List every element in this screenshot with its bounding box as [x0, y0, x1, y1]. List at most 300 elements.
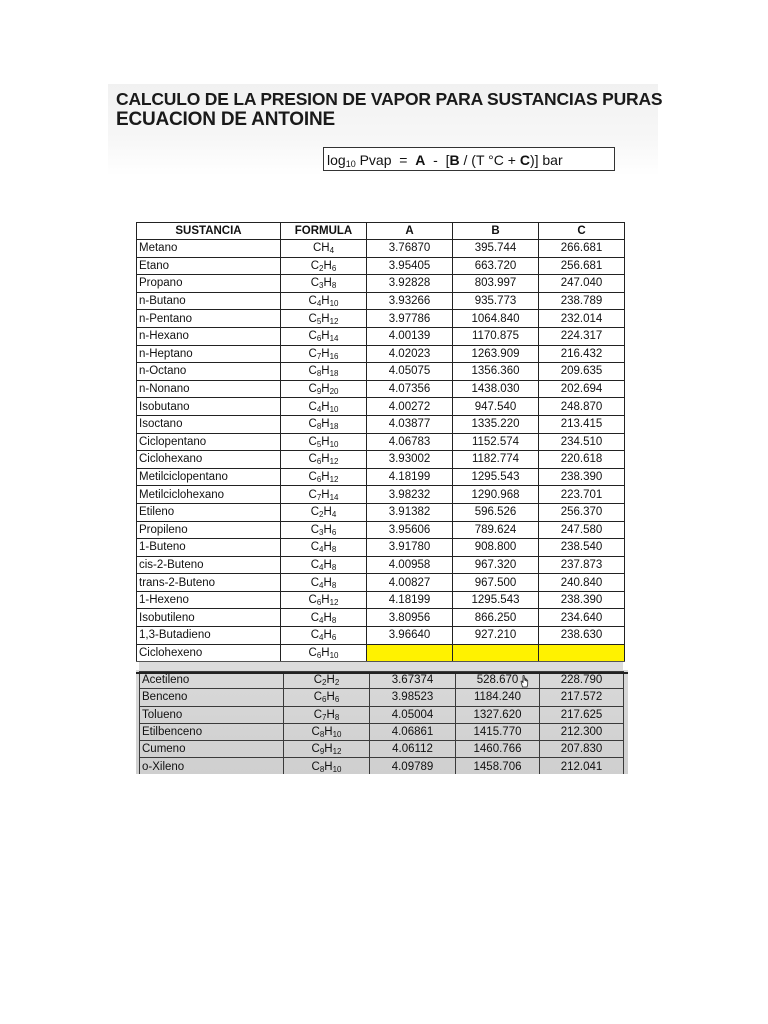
formula-subscript: 3 [319, 527, 324, 537]
value-b: 596.526 [453, 503, 539, 521]
formula-element: H [323, 558, 332, 571]
value-b: 1152.574 [453, 433, 539, 451]
formula-element: H [324, 726, 333, 739]
substance-name: Cumeno [140, 741, 284, 758]
value-b: 1460.766 [456, 741, 540, 758]
substance-name: n-Hexano [137, 327, 281, 345]
table-row [137, 644, 625, 662]
equation-coef-b: B [449, 152, 460, 168]
formula-subscript: 6 [322, 695, 327, 705]
formula-element: C [308, 488, 317, 501]
formula-subscript: 8 [334, 712, 340, 722]
substance-name: Benceno [140, 689, 284, 706]
formula-subscript: 12 [329, 598, 339, 608]
formula-subscript: 6 [334, 695, 340, 705]
formula-subscript: 20 [329, 387, 339, 397]
formula-subscript: 10 [332, 730, 342, 740]
table-row [137, 345, 625, 363]
column-header-sustancia: SUSTANCIA [137, 223, 281, 240]
formula-subscript: 10 [329, 439, 339, 449]
value-c: 238.630 [539, 627, 625, 645]
value-c: 237.873 [539, 556, 625, 574]
formula-subscript: 4 [331, 510, 337, 520]
value-a: 3.92828 [367, 275, 453, 293]
formula-subscript: 8 [316, 422, 322, 432]
value-a: 4.00958 [367, 556, 453, 574]
formula-subscript: 6 [331, 527, 337, 537]
value-c: 212.300 [540, 723, 624, 740]
formula-cell [281, 521, 367, 539]
substance-name: Metano [137, 240, 281, 258]
formula-element: C [312, 242, 322, 255]
formula-element: C [313, 674, 323, 687]
lower-table-top-rule [136, 672, 628, 674]
formula-subscript: 12 [329, 457, 339, 467]
value-c: 238.390 [539, 591, 625, 609]
formula-element: H [321, 383, 330, 396]
substance-name: n-Butano [137, 292, 281, 310]
table-row [137, 451, 625, 469]
formula-element: C [311, 743, 320, 756]
formula-element: C [313, 691, 323, 704]
value-c [539, 644, 625, 662]
formula-subscript: 2 [322, 678, 327, 688]
formula-subscript: 8 [331, 545, 337, 555]
table-row [137, 380, 625, 398]
value-a: 4.07356 [367, 380, 453, 398]
formula-cell [281, 398, 367, 416]
value-a: 3.95606 [367, 521, 453, 539]
formula-element: H [323, 629, 332, 642]
column-header-b: B [453, 223, 539, 240]
value-a: 4.00139 [367, 327, 453, 345]
formula-cell [281, 240, 367, 258]
formula-element: C [308, 400, 317, 413]
value-b: 1335.220 [453, 415, 539, 433]
formula-subscript: 8 [319, 764, 325, 774]
value-a: 3.93002 [367, 451, 453, 469]
table-row [137, 292, 625, 310]
column-header-a: A [367, 223, 453, 240]
formula-cell [281, 415, 367, 433]
mouse-cursor-icon [519, 674, 529, 688]
antoine-constants-table-lower [139, 671, 624, 774]
value-b: 1327.620 [456, 706, 540, 723]
table-row [137, 275, 625, 293]
formula-subscript: 7 [316, 351, 322, 361]
formula-element: C [308, 383, 317, 396]
formula-subscript: 2 [334, 678, 340, 688]
value-b: 1356.360 [453, 363, 539, 381]
formula-subscript: 4 [319, 580, 324, 590]
antoine-equation-box [323, 147, 615, 171]
value-b: 967.500 [453, 574, 539, 592]
value-b: 927.210 [453, 627, 539, 645]
value-c: 223.701 [539, 486, 625, 504]
formula-cell [281, 644, 367, 662]
value-b: 908.800 [453, 539, 539, 557]
formula-subscript: 6 [331, 263, 337, 273]
value-b: 1170.875 [453, 327, 539, 345]
value-c: 238.789 [539, 292, 625, 310]
formula-subscript: 5 [316, 439, 322, 449]
formula-subscript: 9 [319, 747, 325, 757]
value-a: 4.02023 [367, 345, 453, 363]
value-a: 3.93266 [367, 292, 453, 310]
formula-cell [281, 591, 367, 609]
value-c: 207.830 [540, 741, 624, 758]
formula-subscript: 6 [316, 650, 322, 660]
formula-element: H [321, 471, 330, 484]
formula-cell [281, 539, 367, 557]
table-row [137, 415, 625, 433]
formula-cell [281, 574, 367, 592]
value-a: 4.06112 [370, 741, 456, 758]
substance-name: Propileno [137, 521, 281, 539]
formula-element: H [321, 453, 330, 466]
value-b: 1184.240 [456, 689, 540, 706]
formula-subscript: 18 [329, 422, 339, 432]
value-a: 4.05004 [370, 706, 456, 723]
formula-subscript: 16 [329, 351, 339, 361]
value-c: 216.432 [539, 345, 625, 363]
formula-cell [284, 741, 370, 758]
value-b: 1295.543 [453, 468, 539, 486]
formula-subscript: 8 [331, 281, 337, 291]
value-b: 663.720 [453, 257, 539, 275]
value-b: 866.250 [453, 609, 539, 627]
substance-name: 1-Hexeno [137, 591, 281, 609]
table-row [137, 327, 625, 345]
formula-element: C [310, 259, 320, 272]
value-b: 1458.706 [456, 758, 540, 774]
value-c: 202.694 [539, 380, 625, 398]
formula-cell [284, 689, 370, 706]
formula-cell [281, 310, 367, 328]
substance-name: Acetileno [140, 672, 284, 689]
value-b: 1290.968 [453, 486, 539, 504]
formula-subscript: 4 [319, 633, 324, 643]
formula-element: C [310, 541, 320, 554]
formula-subscript: 8 [331, 615, 337, 625]
formula-element: H [323, 506, 332, 519]
formula-cell [281, 556, 367, 574]
formula-element: H [326, 674, 335, 687]
formula-subscript: 8 [316, 369, 322, 379]
column-header-c: C [539, 223, 625, 240]
formula-element: H [321, 242, 330, 255]
formula-element: H [321, 312, 330, 325]
formula-element: C [308, 330, 317, 343]
value-b: 803.997 [453, 275, 539, 293]
value-a: 3.91382 [367, 503, 453, 521]
value-a: 3.98523 [370, 689, 456, 706]
value-c: 247.040 [539, 275, 625, 293]
formula-element: C [310, 506, 320, 519]
formula-cell [281, 503, 367, 521]
value-c: 248.870 [539, 398, 625, 416]
table-row [137, 609, 625, 627]
formula-subscript: 8 [331, 562, 337, 572]
table-row [137, 310, 625, 328]
substance-name: Metilciclohexano [137, 486, 281, 504]
substance-name: Ciclohexano [137, 451, 281, 469]
value-a: 3.95405 [367, 257, 453, 275]
table-row [137, 574, 625, 592]
value-c: 247.580 [539, 521, 625, 539]
table-row [137, 363, 625, 381]
formula-cell [284, 672, 370, 689]
substance-name: n-Pentano [137, 310, 281, 328]
value-b: 1438.030 [453, 380, 539, 398]
table-row [140, 706, 624, 723]
formula-subscript: 10 [329, 299, 339, 309]
formula-element: C [310, 523, 320, 536]
formula-element: H [321, 365, 330, 378]
table-row [137, 627, 625, 645]
formula-subscript: 4 [316, 404, 322, 414]
formula-element: C [308, 435, 317, 448]
value-c: 266.681 [539, 240, 625, 258]
page-subtitle: ECUACION DE ANTOINE [116, 109, 335, 130]
formula-subscript: 9 [316, 387, 322, 397]
value-b: 528.670 [456, 672, 540, 689]
value-a: 3.80956 [367, 609, 453, 627]
formula-cell [281, 486, 367, 504]
table-row [137, 240, 625, 258]
table-row [140, 741, 624, 758]
formula-element: C [308, 453, 317, 466]
value-c: 256.681 [539, 257, 625, 275]
substance-name: Etileno [137, 503, 281, 521]
formula-subscript: 7 [322, 712, 327, 722]
value-a: 4.00827 [367, 574, 453, 592]
formula-element: H [323, 541, 332, 554]
formula-cell [281, 292, 367, 310]
equation-coef-a: A [415, 152, 426, 168]
value-b: 395.744 [453, 240, 539, 258]
formula-subscript: 12 [329, 316, 339, 326]
formula-subscript: 14 [329, 334, 339, 344]
table-row [140, 672, 624, 689]
formula-element: H [321, 594, 330, 607]
substance-name: Etilbenceno [140, 723, 284, 740]
value-c: 238.540 [539, 539, 625, 557]
page-title: CALCULO DE LA PRESION DE VAPOR PARA SUSTANCIAS PURAS [116, 89, 663, 109]
substance-name: 1,3-Butadieno [137, 627, 281, 645]
value-a: 3.91780 [367, 539, 453, 557]
substance-name: Isobutileno [137, 609, 281, 627]
formula-subscript: 18 [329, 369, 339, 379]
formula-cell [281, 327, 367, 345]
formula-element: C [310, 277, 320, 290]
table-row [137, 591, 625, 609]
equation-coef-c: C [519, 152, 530, 168]
value-b: 1064.840 [453, 310, 539, 328]
formula-subscript: 4 [319, 562, 324, 572]
table-row [137, 486, 625, 504]
value-a: 4.00272 [367, 398, 453, 416]
table-header-row [137, 223, 625, 240]
formula-element: C [310, 576, 320, 589]
substance-name: Metilciclopentano [137, 468, 281, 486]
substance-name: Isobutano [137, 398, 281, 416]
value-b: 1263.909 [453, 345, 539, 363]
substance-name: n-Octano [137, 363, 281, 381]
table-row [137, 257, 625, 275]
formula-element: C [308, 646, 317, 659]
value-c: 224.317 [539, 327, 625, 345]
value-a: 4.09789 [370, 758, 456, 774]
formula-subscript: 2 [319, 263, 324, 273]
substance-name: Ciclopentano [137, 433, 281, 451]
value-c: 213.415 [539, 415, 625, 433]
formula-element: H [321, 295, 330, 308]
substance-name: Isoctano [137, 415, 281, 433]
table-row [140, 723, 624, 740]
formula-cell [281, 363, 367, 381]
formula-cell [281, 380, 367, 398]
formula-element: H [321, 400, 330, 413]
formula-element: H [323, 576, 332, 589]
table-row [137, 398, 625, 416]
substance-name: n-Heptano [137, 345, 281, 363]
substance-name: Propano [137, 275, 281, 293]
formula-cell [281, 433, 367, 451]
formula-subscript: 14 [329, 492, 339, 502]
value-c: 217.625 [540, 706, 624, 723]
table-row [137, 503, 625, 521]
formula-subscript: 12 [332, 747, 342, 757]
value-c: 240.840 [539, 574, 625, 592]
substance-name: Ciclohexeno [137, 644, 281, 662]
value-c: 217.572 [540, 689, 624, 706]
value-c: 256.370 [539, 503, 625, 521]
formula-subscript: 10 [329, 650, 339, 660]
value-a: 3.76870 [367, 240, 453, 258]
table-row [140, 758, 624, 774]
equation-part-4: )] bar [529, 152, 563, 168]
value-b: 1182.774 [453, 451, 539, 469]
formula-element: H [326, 708, 335, 721]
formula-cell [281, 609, 367, 627]
value-a: 4.05075 [367, 363, 453, 381]
value-c: 228.790 [540, 672, 624, 689]
formula-element: H [323, 523, 332, 536]
formula-subscript: 8 [331, 580, 337, 590]
formula-element: C [308, 365, 317, 378]
substance-name: o-Xileno [140, 758, 284, 774]
formula-subscript: 3 [319, 281, 324, 291]
value-a: 3.67374 [370, 672, 456, 689]
formula-subscript: 5 [316, 316, 322, 326]
formula-subscript: 4 [316, 299, 322, 309]
substance-name: cis-2-Buteno [137, 556, 281, 574]
formula-subscript: 10 [332, 764, 342, 774]
formula-element: H [326, 691, 335, 704]
value-c: 234.640 [539, 609, 625, 627]
formula-element: H [321, 330, 330, 343]
formula-subscript: 6 [316, 598, 322, 608]
formula-element: C [311, 760, 320, 773]
table-row [137, 556, 625, 574]
value-c: 209.635 [539, 363, 625, 381]
table-row [140, 689, 624, 706]
equation-log: log [327, 152, 346, 168]
formula-subscript: 12 [329, 475, 339, 485]
table-row [137, 539, 625, 557]
equation-log-base: 10 [345, 159, 356, 169]
substance-name: n-Nonano [137, 380, 281, 398]
formula-cell [284, 723, 370, 740]
formula-cell [284, 706, 370, 723]
formula-element: H [324, 760, 333, 773]
formula-subscript: 4 [319, 545, 324, 555]
substance-name: 1-Buteno [137, 539, 281, 557]
formula-cell [284, 758, 370, 774]
value-a: 3.96640 [367, 627, 453, 645]
formula-cell [281, 451, 367, 469]
value-c: 220.618 [539, 451, 625, 469]
formula-element: C [308, 295, 317, 308]
formula-cell [281, 627, 367, 645]
formula-element: H [321, 418, 330, 431]
value-c: 238.390 [539, 468, 625, 486]
formula-subscript: 6 [331, 633, 337, 643]
value-b: 947.540 [453, 398, 539, 416]
value-b: 1295.543 [453, 591, 539, 609]
formula-subscript: 4 [329, 246, 335, 256]
value-a: 3.97786 [367, 310, 453, 328]
formula-subscript: 4 [319, 615, 324, 625]
value-a: 4.18199 [367, 468, 453, 486]
formula-subscript: 6 [316, 457, 322, 467]
value-a: 4.06861 [370, 723, 456, 740]
formula-cell [281, 345, 367, 363]
value-a: 4.06783 [367, 433, 453, 451]
value-a: 4.03877 [367, 415, 453, 433]
value-c: 232.014 [539, 310, 625, 328]
formula-cell [281, 468, 367, 486]
lower-table-region [136, 670, 628, 774]
formula-element: H [323, 611, 332, 624]
formula-element: H [321, 347, 330, 360]
formula-element: C [308, 418, 317, 431]
formula-element: C [310, 558, 320, 571]
table-row [137, 521, 625, 539]
value-c: 212.041 [540, 758, 624, 774]
table-row [137, 468, 625, 486]
equation-part-2: - [ [425, 152, 450, 168]
substance-name: Tolueno [140, 706, 284, 723]
formula-cell [281, 257, 367, 275]
formula-element: C [308, 594, 317, 607]
substance-name: trans-2-Buteno [137, 574, 281, 592]
value-b: 935.773 [453, 292, 539, 310]
formula-element: C [311, 726, 320, 739]
formula-element: H [324, 743, 333, 756]
value-a [367, 644, 453, 662]
formula-element: C [308, 347, 317, 360]
formula-subscript: 2 [319, 510, 324, 520]
value-a: 3.98232 [367, 486, 453, 504]
formula-subscript: 6 [316, 475, 322, 485]
formula-cell [281, 275, 367, 293]
formula-element: H [321, 435, 330, 448]
formula-element: C [313, 708, 323, 721]
formula-subscript: 6 [316, 334, 322, 344]
formula-element: C [308, 471, 317, 484]
